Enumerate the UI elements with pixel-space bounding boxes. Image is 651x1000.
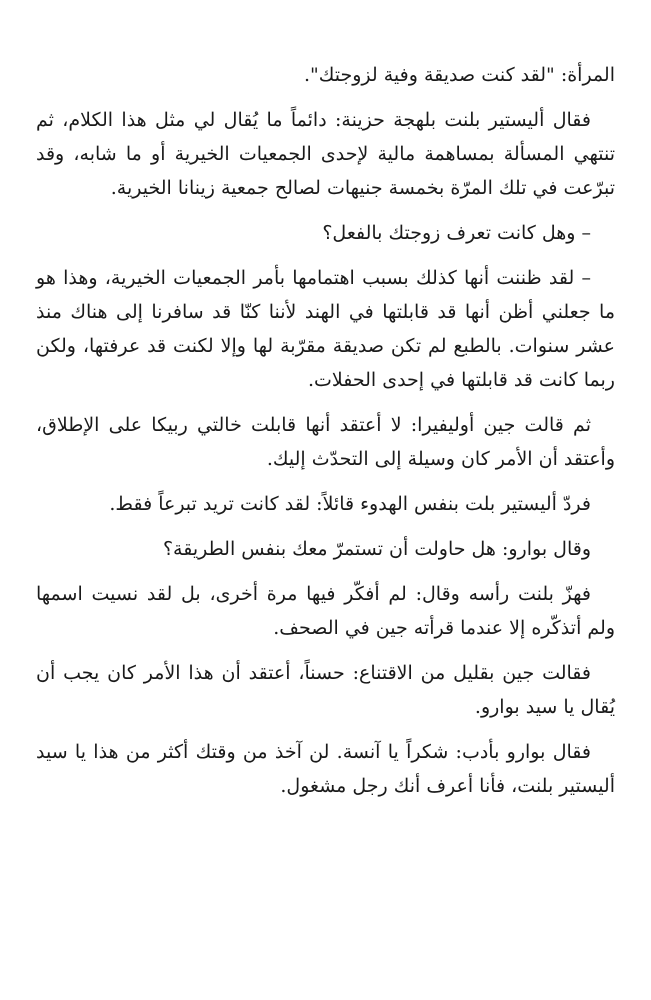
paragraph-7: وقال بوارو: هل حاولت أن تستمرّ معك بنفس الطريقة؟ [162,538,591,560]
paragraph-2: فقال أليستير بلنت بلهجة حزينة: دائماً ما يُقال لي مثل هذا الكلام، ثم تنتهي المسألة بمساهمة مالية لإحدى الجمعيات الخيرية أو ما شابه، وقد تبرّعت في تلك المرّة بخمسة جنيهات لصالح جمعية زينانا الخيرية. [36,109,615,199]
paragraph-6: فردّ أليستير بلت بنفس الهدوء قائلاً: لقد كانت تريد تبرعاً فقط. [109,493,591,515]
paragraph-3: – وهل كانت تعرف زوجتك بالفعل؟ [322,222,591,244]
paragraph-9: فقالت جين بقليل من الاقتناع: حسناً، أعتقد أن هذا الأمر كان يجب أن يُقال يا سيد بوارو. [36,662,615,718]
paragraph-5: ثم قالت جين أوليفيرا: لا أعتقد أنها قابلت خالتي ربيكا على الإطلاق، وأعتقد أن الأمر كان وسيلة إلى التحدّث إليك. [36,414,615,470]
paragraph-8: فهزّ بلنت رأسه وقال: لم أفكّر فيها مرة أخرى، بل لقد نسيت اسمها ولم أتذكّره إلا عندما قرأته جين في الصحف. [36,583,615,639]
paragraph-10: فقال بوارو بأدب: شكراً يا آنسة. لن آخذ من وقتك أكثر من هذا يا سيد أليستير بلنت، فأنا أعرف أنك رجل مشغول. [36,741,615,797]
paragraph-4: – لقد ظننت أنها كذلك بسبب اهتمامها بأمر الجمعيات الخيرية، وهذا هو ما جعلني أظن أنها قد قابلتها في الهند لأننا كنّا قد سافرنا إلى هناك منذ عشر سنوات. بالطبع لم تكن صديقة مقرّبة لها وإلا لكنت قد عرفتها، ولكن ربما كانت قد قابلتها في إحدى الحفلات. [36,267,615,391]
paragraph-1: المرأة: "لقد كنت صديقة وفية لزوجتك". [303,64,615,86]
